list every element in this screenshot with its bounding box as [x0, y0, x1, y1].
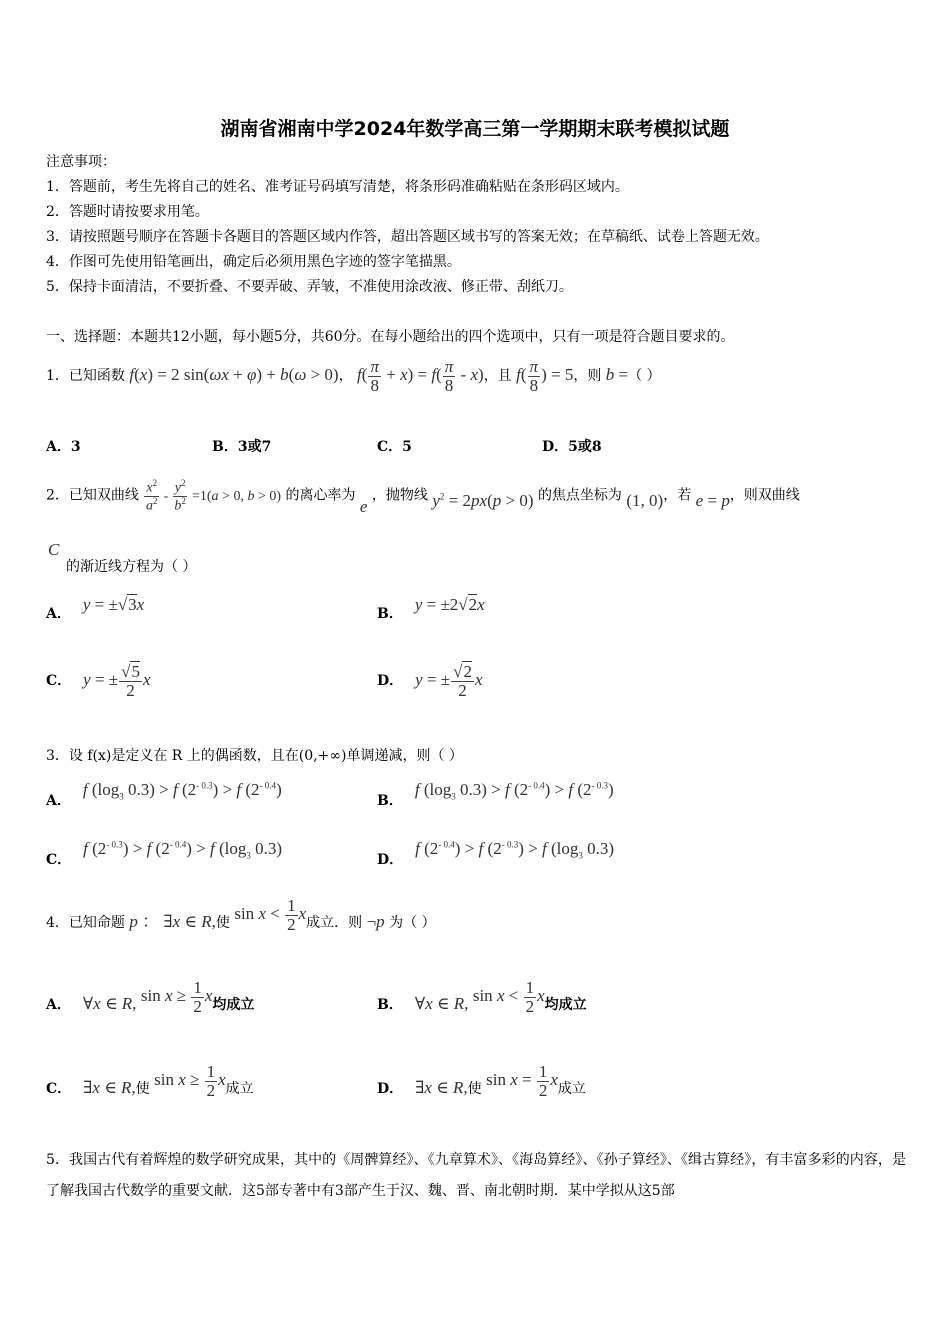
notice-item-2: 2．答题时请按要求用笔。: [46, 204, 209, 220]
q1-option-d: D．5或8: [542, 439, 602, 455]
notice-item-5: 5．保持卡面清洁，不要折叠、不要弄破、弄皱，不准使用涂改液、修正带、刮纸刀。: [46, 279, 573, 295]
q1-symmetry-formula: f( $\frac{\pi}{8}$ + x) = f( $\frac{\pi}{8}$ - x): [357, 356, 484, 395]
notice-item-3: 3．请按照题号顺序在答题卡各题目的答题区域内作答，超出答题区域书写的答案无效；在草稿纸、试卷上答题无效。: [46, 229, 769, 245]
q1-option-b: B．3或7: [212, 439, 272, 455]
question-5: 5．我国古代有着辉煌的数学研究成果，其中的《周髀算经》、《九章算术》、《海岛算经》、《孙子算经》、《缉古算经》，有丰富多彩的内容，是了解我国古代数学的重要文献．这5部专著中有3部产生于汉、魏、晋、南北朝时期．某中学拟从这5部: [46, 1152, 906, 1199]
q2-option-d: D． y = ± $\frac{√2}{2}$ x: [377, 662, 483, 700]
q1-option-c: C．5: [377, 439, 412, 455]
q2-condition-formula: e = p: [695, 490, 730, 510]
page-title: 湖南省湘南中学2024年数学高三第一学期期末联考模拟试题: [220, 118, 730, 140]
section-heading: 一、选择题：本题共12小题，每小题5分，共60分。在每小题给出的四个选项中，只有一项是符合题目要求的。: [46, 329, 735, 345]
q3-option-c: C．f $(2^{- 0.3}) > f$ $(2^{- 0.4}) > f$ ($\log_3$ 0.3): [46, 839, 283, 868]
q2-eccentricity-symbol: e: [359, 496, 368, 516]
q1-function-formula: f(x) = 2 sin(ωx + φ) + b(ω > 0): [129, 365, 339, 384]
q4-option-d: D． ∃x ∈ R,使 sin x = $\frac{1}{2}$ x成立: [377, 1061, 586, 1100]
q2-focus-formula: (1, 0): [626, 490, 664, 510]
question-3: 3．设 f(x)是定义在 R 上的偶函数，且在(0,+∞)单调递减，则（ ）: [46, 748, 463, 764]
exam-page: 湖南省湘南中学2024年数学高三第一学期期末联考模拟试题 注意事项： 1．答题前，考生先将自己的姓名、准考证号码填写清楚，将条形码准确粘贴在条形码区域内。 2．答题时请按要求用笔。 3．请按照题号顺序在答题卡各题目的答题区域内作答，超出答题区域书写的答案无效；在草稿纸、试卷上答题无效。 4．作图可先使用铅笔画出，确定后必须用黑色字迹的签字笔描黑。 5．保持卡面清洁，不要折叠、不要弄破、弄皱，不准使用涂改液、修正带、刮纸刀。 一、选择题：本题共12小题，每小题5分，共60分。在每小题给出的四个选项中，只有一项是符合题目要求的。 1．已知函数 f(x) = 2 sin(ωx + φ) + b(ω > 0)， f( $\frac{\pi}{8}$ + x) = f( $\frac{\pi}{8}$ - x)，且 f( $\frac{\pi}{8}$ ) = 5，则 b =（ ） A．3 B．3或7 C．5 D．5或8 2．已知双曲线 $\frac{x^2}{a^2}$ - $\frac{y^2}{b^2}$ =1(a > 0, b > 0) 的离心率为 e ，抛物线 $y^2 = 2px(p > 0)$ 的焦点坐标为 (1, 0)，若 e = p，则双曲线 C 的渐近线方程为（ ） A． y = ±√3x B． y = ±2√2x C． y = ± $\frac{√5}{2}$ x D． y = ± $\frac{√2}{2}$ x 3．设 f(x)是定义在 R 上的偶函数，且在(0,+∞)单调递减，则（ ） A．f ($\log_3$ 0.3) > f $(2^{- 0.3}) > f$ $(2^{- 0.4})$ B．f ($\log_3$ 0.3) > f $(2^{- 0.4}) > f$ $(2^{- 0.3})$ C．f $(2^{- 0.3}) > f$ $(2^{- 0.4}) > f$ ($\log_3$ 0.3) D．f $(2^{- 0.4}) > f$ $(2^{- 0.3}) > f$ ($\log_3$ 0.3) 4．已知命题 p ： ∃x ∈ R,使 sin x < $\frac{1}{2}$ x成立．则 ¬p 为（ ） A． ∀x ∈ R, sin x ≥ $\frac{1}{2}$ x均成立 B． ∀x ∈ R, sin x < $\frac{1}{2}$ x均成立 C． ∃x ∈ R,使 sin x ≥ $\frac{1}{2}$ x成立 D． ∃x ∈ R,使 sin x = $\frac{1}{2}$ x成立 5．我国古代有着辉煌的数学研究成果，其中的《周髀算经》、《九章算术》、《海岛算经》、《孙子算经》、《缉古算经》，有丰富多彩的内容，是了解我国古代数学的重要文献．这5部专著中有3部产生于汉、魏、晋、南北朝时期．某中学拟从这5部: [0, 0, 950, 1344]
q2-hyperbola-formula: $\frac{x^2}{a^2}$ - $\frac{y^2}{b^2}$ =1(a > 0, b > 0): [145, 477, 282, 514]
notice-item-4: 4．作图可先使用铅笔画出，确定后必须用黑色字迹的签字笔描黑。: [46, 254, 461, 270]
question-2: 2．已知双曲线 $\frac{x^2}{a^2}$ - $\frac{y^2}{b^2}$ =1(a > 0, b > 0) 的离心率为 e ，抛物线 $y^2 = 2px(p > 0)$ 的焦点坐标为 (1, 0)，若 e = p，则双曲线: [46, 477, 800, 516]
q1-option-a: A．3: [46, 439, 81, 455]
q3-option-b: B．f ($\log_3$ 0.3) > f $(2^{- 0.4}) > f$ $(2^{- 0.3})$: [377, 780, 614, 809]
question-4: 4．已知命题 p ： ∃x ∈ R,使 sin x < $\frac{1}{2}$ x成立．则 ¬p 为（ ）: [46, 895, 436, 934]
q1-b-formula: b =: [605, 365, 629, 384]
notice-heading: 注意事项：: [46, 154, 116, 170]
q1-value-formula: f( $\frac{\pi}{8}$ ) = 5: [516, 356, 574, 395]
q2-option-b: B． y = ±2√2x: [377, 595, 485, 622]
q2-option-a: A． y = ±√3x: [46, 595, 145, 622]
q2-option-c: C． y = ± $\frac{√5}{2}$ x: [46, 662, 151, 700]
q4-option-a: A． ∀x ∈ R, sin x ≥ $\frac{1}{2}$ x均成立: [46, 977, 255, 1016]
q4-option-c: C． ∃x ∈ R,使 sin x ≥ $\frac{1}{2}$ x成立: [46, 1061, 254, 1100]
q1-prefix: 1．已知函数: [46, 368, 125, 384]
q2-curve-symbol: C: [48, 540, 60, 559]
question-1: 1．已知函数 f(x) = 2 sin(ωx + φ) + b(ω > 0)， f( $\frac{\pi}{8}$ + x) = f( $\frac{\pi}{8}$ - x)，且 f( $\frac{\pi}{8}$ ) = 5，则 b =（ ）: [46, 356, 661, 395]
q3-option-d: D．f $(2^{- 0.4}) > f$ $(2^{- 0.3}) > f$ ($\log_3$ 0.3): [377, 839, 614, 868]
notice-item-1: 1．答题前，考生先将自己的姓名、准考证号码填写清楚，将条形码准确粘贴在条形码区域内。: [46, 179, 629, 195]
q2-parabola-formula: $y^2 = 2px(p > 0)$: [432, 490, 534, 510]
q3-option-a: A．f ($\log_3$ 0.3) > f $(2^{- 0.3}) > f$ $(2^{- 0.4})$: [46, 780, 282, 809]
q4-option-b: B． ∀x ∈ R, sin x < $\frac{1}{2}$ x均成立: [377, 977, 587, 1016]
